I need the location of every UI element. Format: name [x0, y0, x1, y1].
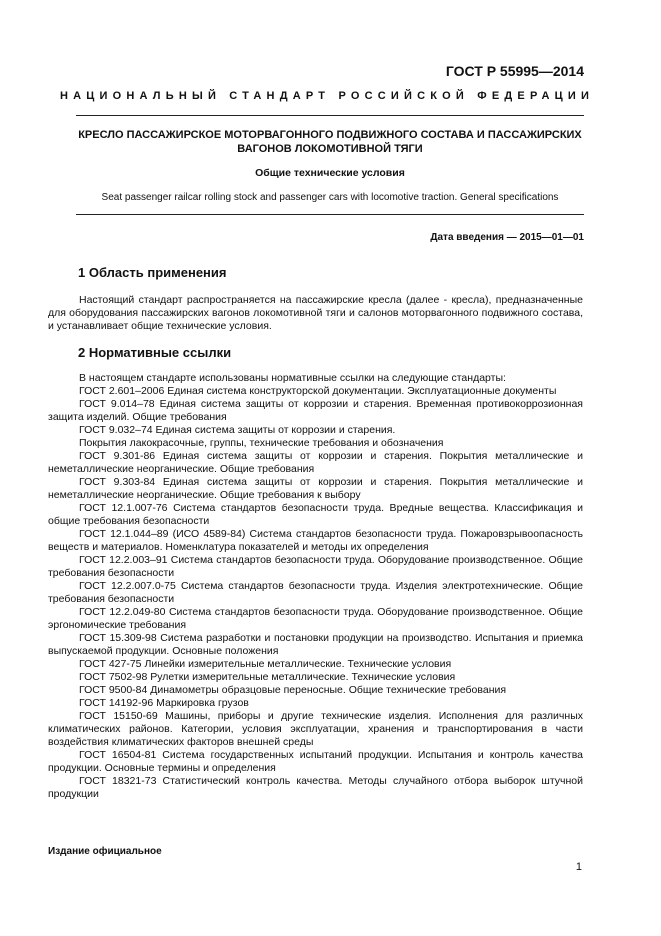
gost-code: ГОСТ Р 55995—2014: [445, 63, 584, 79]
references-list: [48, 372, 583, 801]
reference-item: ГОСТ 16504-81 Система государственных испытаний продукции. Испытания и контроль качества продукции. Основные термины и определения: [48, 749, 583, 774]
reference-item: ГОСТ 15.309-98 Система разработки и постановки продукции на производство. Испытания и приемка выпускаемой продукции. Основные положения: [48, 632, 583, 657]
reference-item: ГОСТ 12.1.007-76 Система стандартов безопасности труда. Вредные вещества. Классификация и общие требования безопасности: [48, 502, 583, 527]
reference-item: ГОСТ 9.301-86 Единая система защиты от коррозии и старения. Покрытия металлические и неметаллические неорганические. Общие требования: [48, 450, 583, 475]
reference-item: ГОСТ 9.303-84 Единая система защиты от коррозии и старения. Покрытия металлические и неметаллические неорганические. Общие требования к выбору: [48, 476, 583, 501]
reference-item: ГОСТ 9.032–74 Единая система защиты от коррозии и старения.: [79, 424, 396, 436]
reference-item: ГОСТ 15150-69 Машины, приборы и другие технические изделия. Исполнения для различных климатических районов. Категории, условия эксплуатации, хранения и транспортирования в части воздействия климатических факторов внешней среды: [48, 710, 583, 748]
reference-item: ГОСТ 2.601–2006 Единая система конструкторской документации. Эксплуатационные документы: [79, 385, 557, 397]
reference-item: ГОСТ 18321-73 Статистический контроль качества. Методы случайного отбора выборок штучной продукции: [48, 775, 583, 800]
document-title: КРЕСЛО ПАССАЖИРСКОЕ МОТОРВАГОННОГО ПОДВИЖНОГО СОСТАВА И ПАССАЖИРСКИХ ВАГОНОВ ЛОКОМОТИВНОЙ ТЯГИ: [78, 129, 582, 155]
reference-item: ГОСТ 427-75 Линейки измерительные металлические. Технические условия: [79, 658, 452, 670]
reference-item: В настоящем стандарте использованы нормативные ссылки на следующие стандарты:: [79, 372, 506, 384]
official-edition-label: Издание официальное: [48, 846, 162, 857]
document-subtitle: Общие технические условия: [255, 167, 405, 179]
english-title: Seat passenger railcar rolling stock and passenger cars with locomotive traction. General specifications: [101, 192, 559, 203]
page-number: 1: [575, 861, 582, 873]
reference-item: ГОСТ 12.2.049-80 Система стандартов безопасности труда. Оборудование производственное. Общие эргономические требования: [48, 606, 583, 631]
reference-item: ГОСТ 9.014–78 Единая система защиты от коррозии и старения. Временная противокоррозионная защита изделий. Общие требования: [48, 398, 583, 423]
reference-item: ГОСТ 7502-98 Рулетки измерительные металлические. Технические условия: [79, 671, 456, 683]
reference-item: Покрытия лакокрасочные, группы, технические требования и обозначения: [79, 437, 444, 449]
section-heading-references: 2 Нормативные ссылки: [78, 345, 232, 360]
scope-paragraph: Настоящий стандарт распространяется на пассажирские кресла (далее - кресла), предназначенные для оборудования пассажирских вагонов локомотивной тяги и салонов моторвагонного подвижного состава, и устанавливает общие технические условия.: [48, 294, 583, 332]
national-standard-label: НАЦИОНАЛЬНЫЙ СТАНДАРТ РОССИЙСКОЙ ФЕДЕРАЦИИ: [60, 90, 595, 102]
reference-item: ГОСТ 12.1.044–89 (ИСО 4589-84) Система стандартов безопасности труда. Пожаровзрывоопасность веществ и материалов. Номенклатура показателей и методы их определения: [48, 528, 583, 553]
reference-item: ГОСТ 9500-84 Динамометры образцовые переносные. Общие технические требования: [79, 684, 507, 696]
title-rule: [76, 214, 584, 215]
section-heading-scope: 1 Область применения: [78, 265, 227, 280]
introduction-date: Дата введения — 2015—01—01: [430, 232, 584, 243]
reference-item: ГОСТ 12.2.007.0-75 Система стандартов безопасности труда. Изделия электротехнические. Общие требования безопасности: [48, 580, 583, 605]
reference-item: ГОСТ 14192-96 Маркировка грузов: [79, 697, 249, 709]
top-rule: [76, 115, 584, 116]
reference-item: ГОСТ 12.2.003–91 Система стандартов безопасности труда. Оборудование производственное. Общие требования безопасности: [48, 554, 583, 579]
